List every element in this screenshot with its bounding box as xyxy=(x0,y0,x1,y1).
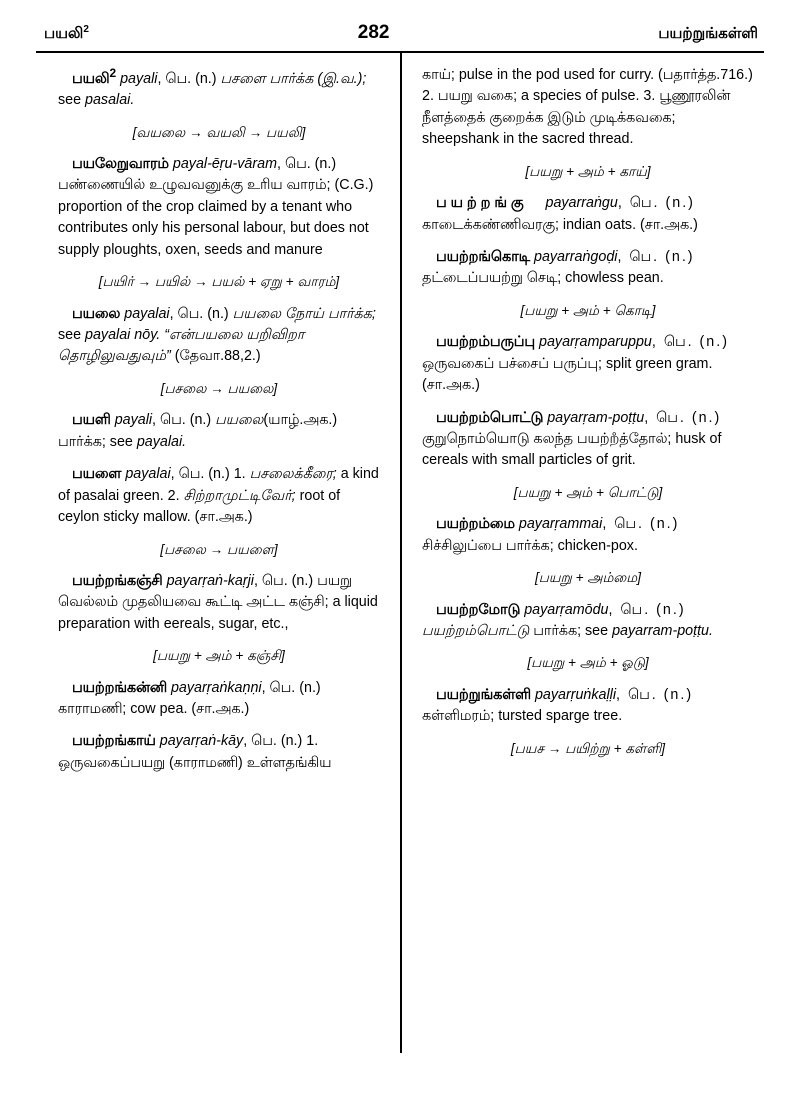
dictionary-entry xyxy=(58,571,380,635)
dictionary-entry xyxy=(422,408,754,472)
entry-etymology: [பயறு + அம் + ஓடு] xyxy=(527,655,649,671)
left-column xyxy=(36,65,400,1050)
entry-etymology: [பசலை → பயளை] xyxy=(160,541,278,557)
entry-headword: பயற்றங்கஞ்சி xyxy=(72,572,163,589)
entry-headword: பயற்றம்மை xyxy=(436,516,515,533)
entry-english-definition-2: root of ceylon sticky mallow. xyxy=(58,487,341,526)
entry-roman: payarṛamōdu xyxy=(524,601,609,618)
entry-etymology: [பயச → பயிற்று + கள்ளி] xyxy=(510,740,666,756)
entry-roman: payarṛammai xyxy=(518,516,603,533)
entry-tamil-definition: குறுநொம்யொடு கலந்த பயற்றஂத்தோல்; xyxy=(422,431,672,448)
running-head-left-word: பயலி xyxy=(44,25,84,42)
entry-cross-reference: payalai nōy. xyxy=(85,327,161,344)
dictionary-entry xyxy=(58,464,380,528)
entry-tamil-definition: பசலைக்கீரை; xyxy=(249,466,337,483)
entry-pos: , பெ. (n.) xyxy=(277,156,337,173)
entry-headword: பயலை xyxy=(72,305,121,322)
entry-headword: பயளை xyxy=(72,466,122,483)
dictionary-entry xyxy=(58,410,380,453)
entry-english-definition: பார்க்க; see xyxy=(529,623,613,639)
entry-roman: payarraṅgu xyxy=(545,195,618,212)
entry-tamil-definition: ஒருவகைப்பயறு (காராமணி) உள்ளதங்கிய xyxy=(58,754,332,771)
entry-headword: பயற்றங்கொடி xyxy=(436,249,531,266)
entry-etymology: [பயறு + அம் + கஞ்சி] xyxy=(153,648,285,664)
dictionary-entry xyxy=(422,685,754,728)
entry-tamil-definition: சிச்சிலுப்பை பார்க்க; xyxy=(422,537,554,554)
entry-english-definition: split green gram. xyxy=(605,355,713,372)
entry-pos: , பெ. (n.) 1. xyxy=(243,733,319,750)
dictionary-entry xyxy=(58,731,380,774)
entry-headword: பயற்றங்கன்னி xyxy=(72,679,167,696)
entry-tamil-definition: பயலை நோய் பார்க்க; xyxy=(232,305,376,322)
entry-tamil-definition: காராமணி; xyxy=(58,701,127,718)
entry-citation: (சா.அக.) xyxy=(191,701,250,718)
entry-citation: (தேவா.88,2.) xyxy=(174,348,261,365)
entry-pos: , பெ. (n.) xyxy=(253,572,318,589)
entry-pos: , பெ. (n.) xyxy=(644,409,722,426)
entry-roman: payali xyxy=(114,412,153,429)
entry-citation: (சா.அக.) xyxy=(422,377,480,394)
entry-citation: (யாழ்.அக.) xyxy=(263,412,338,429)
entry-pos: , பெ. (n.) xyxy=(152,412,216,429)
entry-english-definition: tursted sparge tree. xyxy=(498,708,623,725)
dictionary-entry xyxy=(422,332,754,396)
dictionary-entry xyxy=(422,247,754,290)
entry-etymology: [பயிர் → பயில் → பயல் + ஏறு + வாரம்] xyxy=(98,274,340,290)
entry-headword: பயற்றங்கு xyxy=(436,195,528,212)
entry-cross-reference: payarram-poṭṭu. xyxy=(612,623,713,639)
entry-roman: payarṛamparuppu xyxy=(539,334,652,351)
entry-citation: (பதார்த்த.716.) xyxy=(658,67,753,83)
entry-headword: பயற்றம்பொட்டு xyxy=(436,409,544,426)
column-divider xyxy=(400,53,402,1053)
entry-roman: payalai xyxy=(124,305,170,322)
entry-headword: பயளி xyxy=(72,412,111,429)
entry-headword: பயலேறுவாரம் xyxy=(72,156,169,173)
entry-tamil-definition: தட்டைப்பயற்று செடி; xyxy=(422,270,562,287)
entry-sense-2: 2. பயறு வகை; a species of pulse. 3. பூணூரலின் நீளத்தைக் குறைக்க இடும் முடிக்கவகை; sheepshank in the sacred thread. xyxy=(422,88,731,148)
entry-pos: , பெ. (n.) 1. xyxy=(170,466,250,483)
running-head-right: பயற்றுங்கள்ளி xyxy=(658,25,758,42)
entry-tamil-definition: பயலை xyxy=(215,412,264,429)
columns xyxy=(26,65,774,1050)
dictionary-entry xyxy=(422,193,754,236)
entry-pos: , பெ. (n.) xyxy=(617,195,695,212)
entry-etymology: [வயலை → வயலி → பயலி] xyxy=(132,124,306,140)
entry-english-definition: chicken-pox. xyxy=(557,537,638,554)
entry-english-definition: காய்; pulse in the pod used for curry. xyxy=(422,67,659,83)
entry-headword: பயற்றம்பருப்பு xyxy=(436,334,536,351)
entry-cross-reference: pasalai. xyxy=(85,92,135,109)
dictionary-entry xyxy=(58,65,380,112)
entry-pos: , பெ. (n.) xyxy=(602,516,680,533)
entry-pos: , பெ. (n.) xyxy=(608,601,686,618)
entry-english-definition: husk of cereals with small particles of grit. xyxy=(422,431,722,469)
entry-etymology: [பயறு + அம் + காய்] xyxy=(525,163,651,179)
entry-tamil-definition: காடைக்கண்ணிவரகு; xyxy=(422,216,559,233)
entry-tamil-definition: பயற்றம்பொட்டு xyxy=(422,623,530,639)
entry-english-definition: see xyxy=(58,92,86,109)
entry-roman: payal-ēṛu-vāram xyxy=(172,156,277,173)
entry-etymology: [பயறு + அம் + கொடி] xyxy=(520,302,656,318)
entry-headword: பயலி xyxy=(72,70,110,87)
entry-tamil-definition: பசளை பார்க்க (இ.வ.); xyxy=(220,70,367,87)
entry-etymology: [பயறு + அம் + பொட்டு] xyxy=(513,484,663,500)
entry-cross-reference: payalai. xyxy=(136,433,187,450)
page-number: 282 xyxy=(357,22,390,43)
entry-roman: payali xyxy=(120,70,158,87)
entry-tamil-definition: ஒருவகைப் பச்சைப் பருப்பு; xyxy=(422,355,602,372)
entry-tamil-definition: கள்ளிமரம்; xyxy=(422,708,495,725)
entry-english-definition: see xyxy=(58,327,86,344)
entry-roman: payarraṅgoḍi xyxy=(534,249,618,266)
entry-tamil-definition: பயறு வெல்லம் முதலியவை கூட்டி அட்ட கஞ்சி; xyxy=(58,572,352,611)
entry-english-definition: பார்க்க; see xyxy=(58,433,137,450)
dictionary-entry xyxy=(58,154,380,261)
entry-english-definition: indian oats. xyxy=(562,216,641,233)
entry-english-definition: a liquid preparation with eereals, sugar, etc., xyxy=(58,594,378,632)
entry-roman: payarṛaṅ-kāy xyxy=(159,733,244,750)
entry-english-definition: chowless pean. xyxy=(565,270,664,287)
entry-english-definition: a kind of pasalai green. 2. xyxy=(58,466,379,504)
dictionary-entry xyxy=(422,514,754,557)
entry-etymology: [பசலை → பயலை] xyxy=(160,380,278,396)
entry-roman: payarṛuṅkaḷḷi xyxy=(534,686,617,703)
dictionary-entry-continuation xyxy=(422,65,754,151)
entry-pos: , பெ. (n.) xyxy=(261,679,321,696)
entry-english-definition: (C.G.) proportion of the crop claimed by a tenant who contributes only his personal labour, but does not supply ploughts, oxen, seeds and manure xyxy=(58,177,374,258)
entry-headword: பயற்றமோடு xyxy=(436,601,521,618)
entry-pos: , பெ. (n.) xyxy=(157,70,221,87)
entry-tamil-definition: பண்ணையில் உழுவவனுக்கு உரிய வாரம்; xyxy=(58,177,331,194)
right-column xyxy=(400,65,764,1050)
dictionary-entry xyxy=(58,678,380,721)
entry-citation: (சா.அக.) xyxy=(194,509,253,526)
entry-etymology: [பயறு + அம்மை] xyxy=(534,570,642,586)
entry-roman: payalai xyxy=(125,466,171,483)
entry-roman: payarṛaṅkaṇṇi xyxy=(170,679,262,696)
entry-pos: , பெ. (n.) xyxy=(169,305,233,322)
running-head xyxy=(26,22,774,44)
entry-roman: payarṛaṅ-kaṛji xyxy=(166,572,254,589)
running-head-left xyxy=(44,24,89,44)
entry-headword: பயற்றுங்கள்ளி xyxy=(436,686,531,703)
running-head-left-sup: 2 xyxy=(83,24,89,35)
entry-citation: (சா.அக.) xyxy=(640,216,698,233)
entry-pos: , பெ. (n.) xyxy=(617,249,695,266)
entry-quotation: “என்பயலை யறிவிறா தொழிலுவதுவும்” xyxy=(58,327,305,365)
entry-english-definition: cow pea. xyxy=(130,701,192,718)
entry-pos: , பெ. (n.) xyxy=(651,334,729,351)
entry-headword: பயற்றங்காய் xyxy=(72,733,156,750)
entry-pos: , பெ. (n.) xyxy=(616,686,694,703)
dictionary-entry xyxy=(422,600,754,643)
entry-roman: payarṛam-poṭṭu xyxy=(547,409,645,426)
dictionary-entry xyxy=(58,304,380,368)
entry-tamil-definition-2: சிற்றாமுட்டிவேர்; xyxy=(183,487,296,504)
entry-headword-sup: 2 xyxy=(109,66,117,80)
